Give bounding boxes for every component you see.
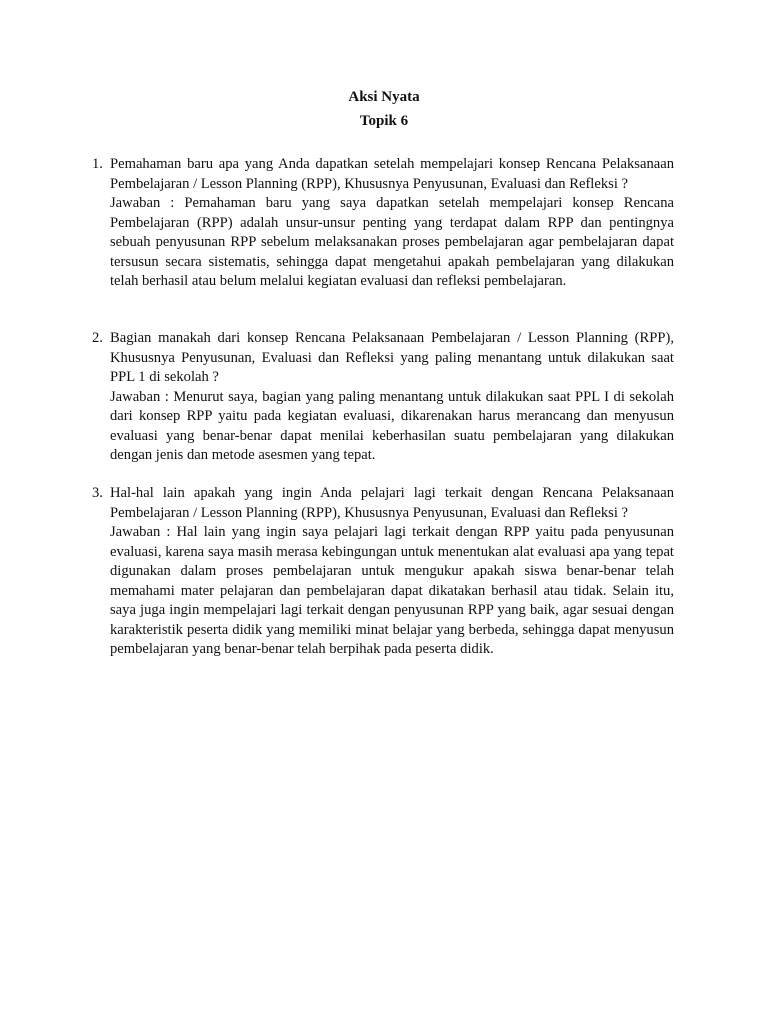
question-text: Hal-hal lain apakah yang ingin Anda pelajari lagi terkait dengan Rencana Pelaksanaan Pembelajaran / Lesson Planning (RPP), Khususnya Penyusunan, Evaluasi dan Refleksi ? — [110, 485, 674, 521]
list-item — [92, 484, 674, 660]
item-body — [110, 329, 674, 466]
question-text: Bagian manakah dari konsep Rencana Pelaksanaan Pembelajaran / Lesson Planning (RPP), Khususnya Penyusunan, Evaluasi dan Refleksi yang paling menantang untuk dilakukan saat PPL 1 di sekolah ? — [110, 330, 674, 385]
item-body — [110, 155, 674, 292]
item-number: 1. — [92, 156, 103, 172]
item-body — [110, 484, 674, 660]
answer-text: Jawaban : Pemahaman baru yang saya dapatkan setelah mempelajari konsep Rencana Pembelajaran (RPP) adalah unsur-unsur penting yang terdapat dalam RPP dan pentingnya sebuah penyusunan RPP sebelum melaksanakan proses pembelajaran agar pembelajaran dapat tersusun secara sistematis, sehingga dapat mengetahui apakah pembelajaran yang dilakukan telah berhasil atau belum melalui kegiatan evaluasi dan refleksi pembelajaran. — [110, 195, 674, 289]
answer-text: Jawaban : Menurut saya, bagian yang paling menantang untuk dilakukan saat PPL I di sekolah dari konsep RPP yaitu pada kegiatan evaluasi, dikarenakan harus merancang dan menyusun evaluasi yang benar-benar dapat menilai keberhasilan suatu pembelajaran yang dilakukan dengan jenis dan metode asesmen yang tepat. — [110, 388, 674, 463]
answer-text: Jawaban : Hal lain yang ingin saya pelajari lagi terkait dengan RPP yaitu pada penyusunan evaluasi, karena saya masih merasa kebingungan untuk menentukan alat evaluasi apa yang tepat digunakan dalam proses pembelajaran untuk mengukur apakah siswa benar-benar telah memahami mater pelajaran dan pembelajaran dapat dikatakan berhasil atau tidak. Selain itu, saya juga ingin mempelajari lagi terkait dengan penyusunan RPP yang baik, agar sesuai dengan karakteristik peserta didik yang memiliki minat belajar yang berbeda, sehingga dapat menyusun pembelajaran yang benar-benar telah berpihak pada peserta didik. — [110, 524, 674, 657]
item-number: 2. — [92, 330, 103, 346]
document-title: Aksi Nyata — [348, 89, 420, 105]
list-item — [92, 329, 674, 466]
question-text: Pemahaman baru apa yang Anda dapatkan setelah mempelajari konsep Rencana Pelaksanaan Pembelajaran / Lesson Planning (RPP), Khususnya Penyusunan, Evaluasi dan Refleksi ? — [110, 156, 674, 192]
document-subtitle: Topik 6 — [359, 113, 409, 129]
item-number: 3. — [92, 485, 103, 501]
list-item — [92, 155, 674, 292]
